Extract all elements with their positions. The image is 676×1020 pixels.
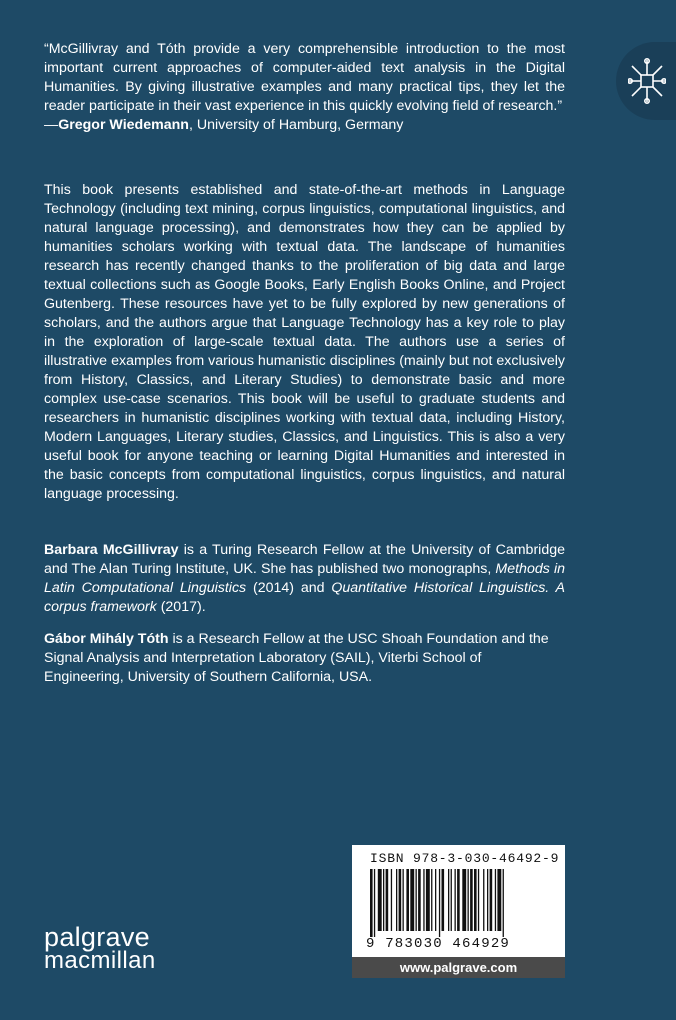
bio1-book1: Methods in Latin Computational Linguistics (44, 561, 565, 596)
barcode (370, 869, 548, 937)
endorsement-quote (44, 40, 565, 135)
publisher-logo-line1: palgrave (44, 922, 150, 952)
attribution-dash: — (44, 117, 59, 133)
bio2-text: is a Research Fellow at the USC Shoah Foundation and the Signal Analysis and Interpretation Laboratory (SAIL), Viterbi School of Engineering, University of Southern California, USA. (44, 631, 549, 685)
bio1-name: Barbara McGillivray (44, 542, 179, 558)
barcode-digits: 9 783030 464929 (366, 936, 511, 952)
author-bio-mcgillivray (44, 541, 565, 617)
quote-text: “McGillivray and Tóth provide a very comprehensible introduction to the most important current approaches of computer-aided text analysis in the Digital Humanities. By giving illustrative examples and many practical tips, they let the reader participate in their vast experience in this quickly evolving field of research.” (44, 41, 565, 114)
bio1-text2: (2014) and (246, 580, 332, 596)
quote-author: Gregor Wiedemann (58, 117, 189, 133)
isbn-barcode-box (352, 845, 565, 957)
series-network-icon (628, 58, 666, 104)
series-tab (616, 42, 676, 120)
isbn-number: ISBN 978-3-030-46492-9 (370, 851, 560, 866)
bio2-name: Gábor Mihály Tóth (44, 631, 169, 647)
quote-attribution (44, 116, 565, 135)
bio1-book2: Quantitative Historical Linguistics. A corpus framework (44, 580, 566, 615)
quote-affiliation: , University of Hamburg, Germany (188, 117, 404, 133)
publisher-logo (44, 922, 156, 974)
author-bio-toth (44, 630, 565, 687)
publisher-logo-line2: macmillan (44, 947, 156, 974)
book-description: This book presents established and state-of-the-art methods in Language Technology (including text mining, corpus linguistics, computational linguistics, and natural language processing), and demonstrates how they can be applied by humanities scholars working with textual data. The landscape of humanities research has recently changed thanks to the proliferation of big data and large textual collections such as Google Books, Early English Books Online, and Project Gutenberg. These resources have yet to be fully explored by new generations of scholars, and the authors argue that Language Technology has a key role to play in the exploration of large-scale textual data. The authors use a series of illustrative examples from various humanistic disciplines (mainly but not exclusively from History, Classics, and Literary Studies) to demonstrate basic and more complex use-case scenarios. This book will be useful to graduate students and researchers in humanistic disciplines working with textual data, including History, Modern Languages, Literary studies, Classics, and Linguistics. This is also a very useful book for anyone teaching or learning Digital Humanities and interested in the basic concepts from computational linguistics, corpus linguistics, and natural language processing. (44, 182, 565, 502)
bio1-text1: is a Turing Research Fellow at the University of Cambridge and The Alan Turing Institute, UK. She has published two monographs, (44, 542, 565, 577)
publisher-url[interactable]: www.palgrave.com (352, 957, 565, 978)
bio1-text3: (2017). (156, 599, 206, 615)
